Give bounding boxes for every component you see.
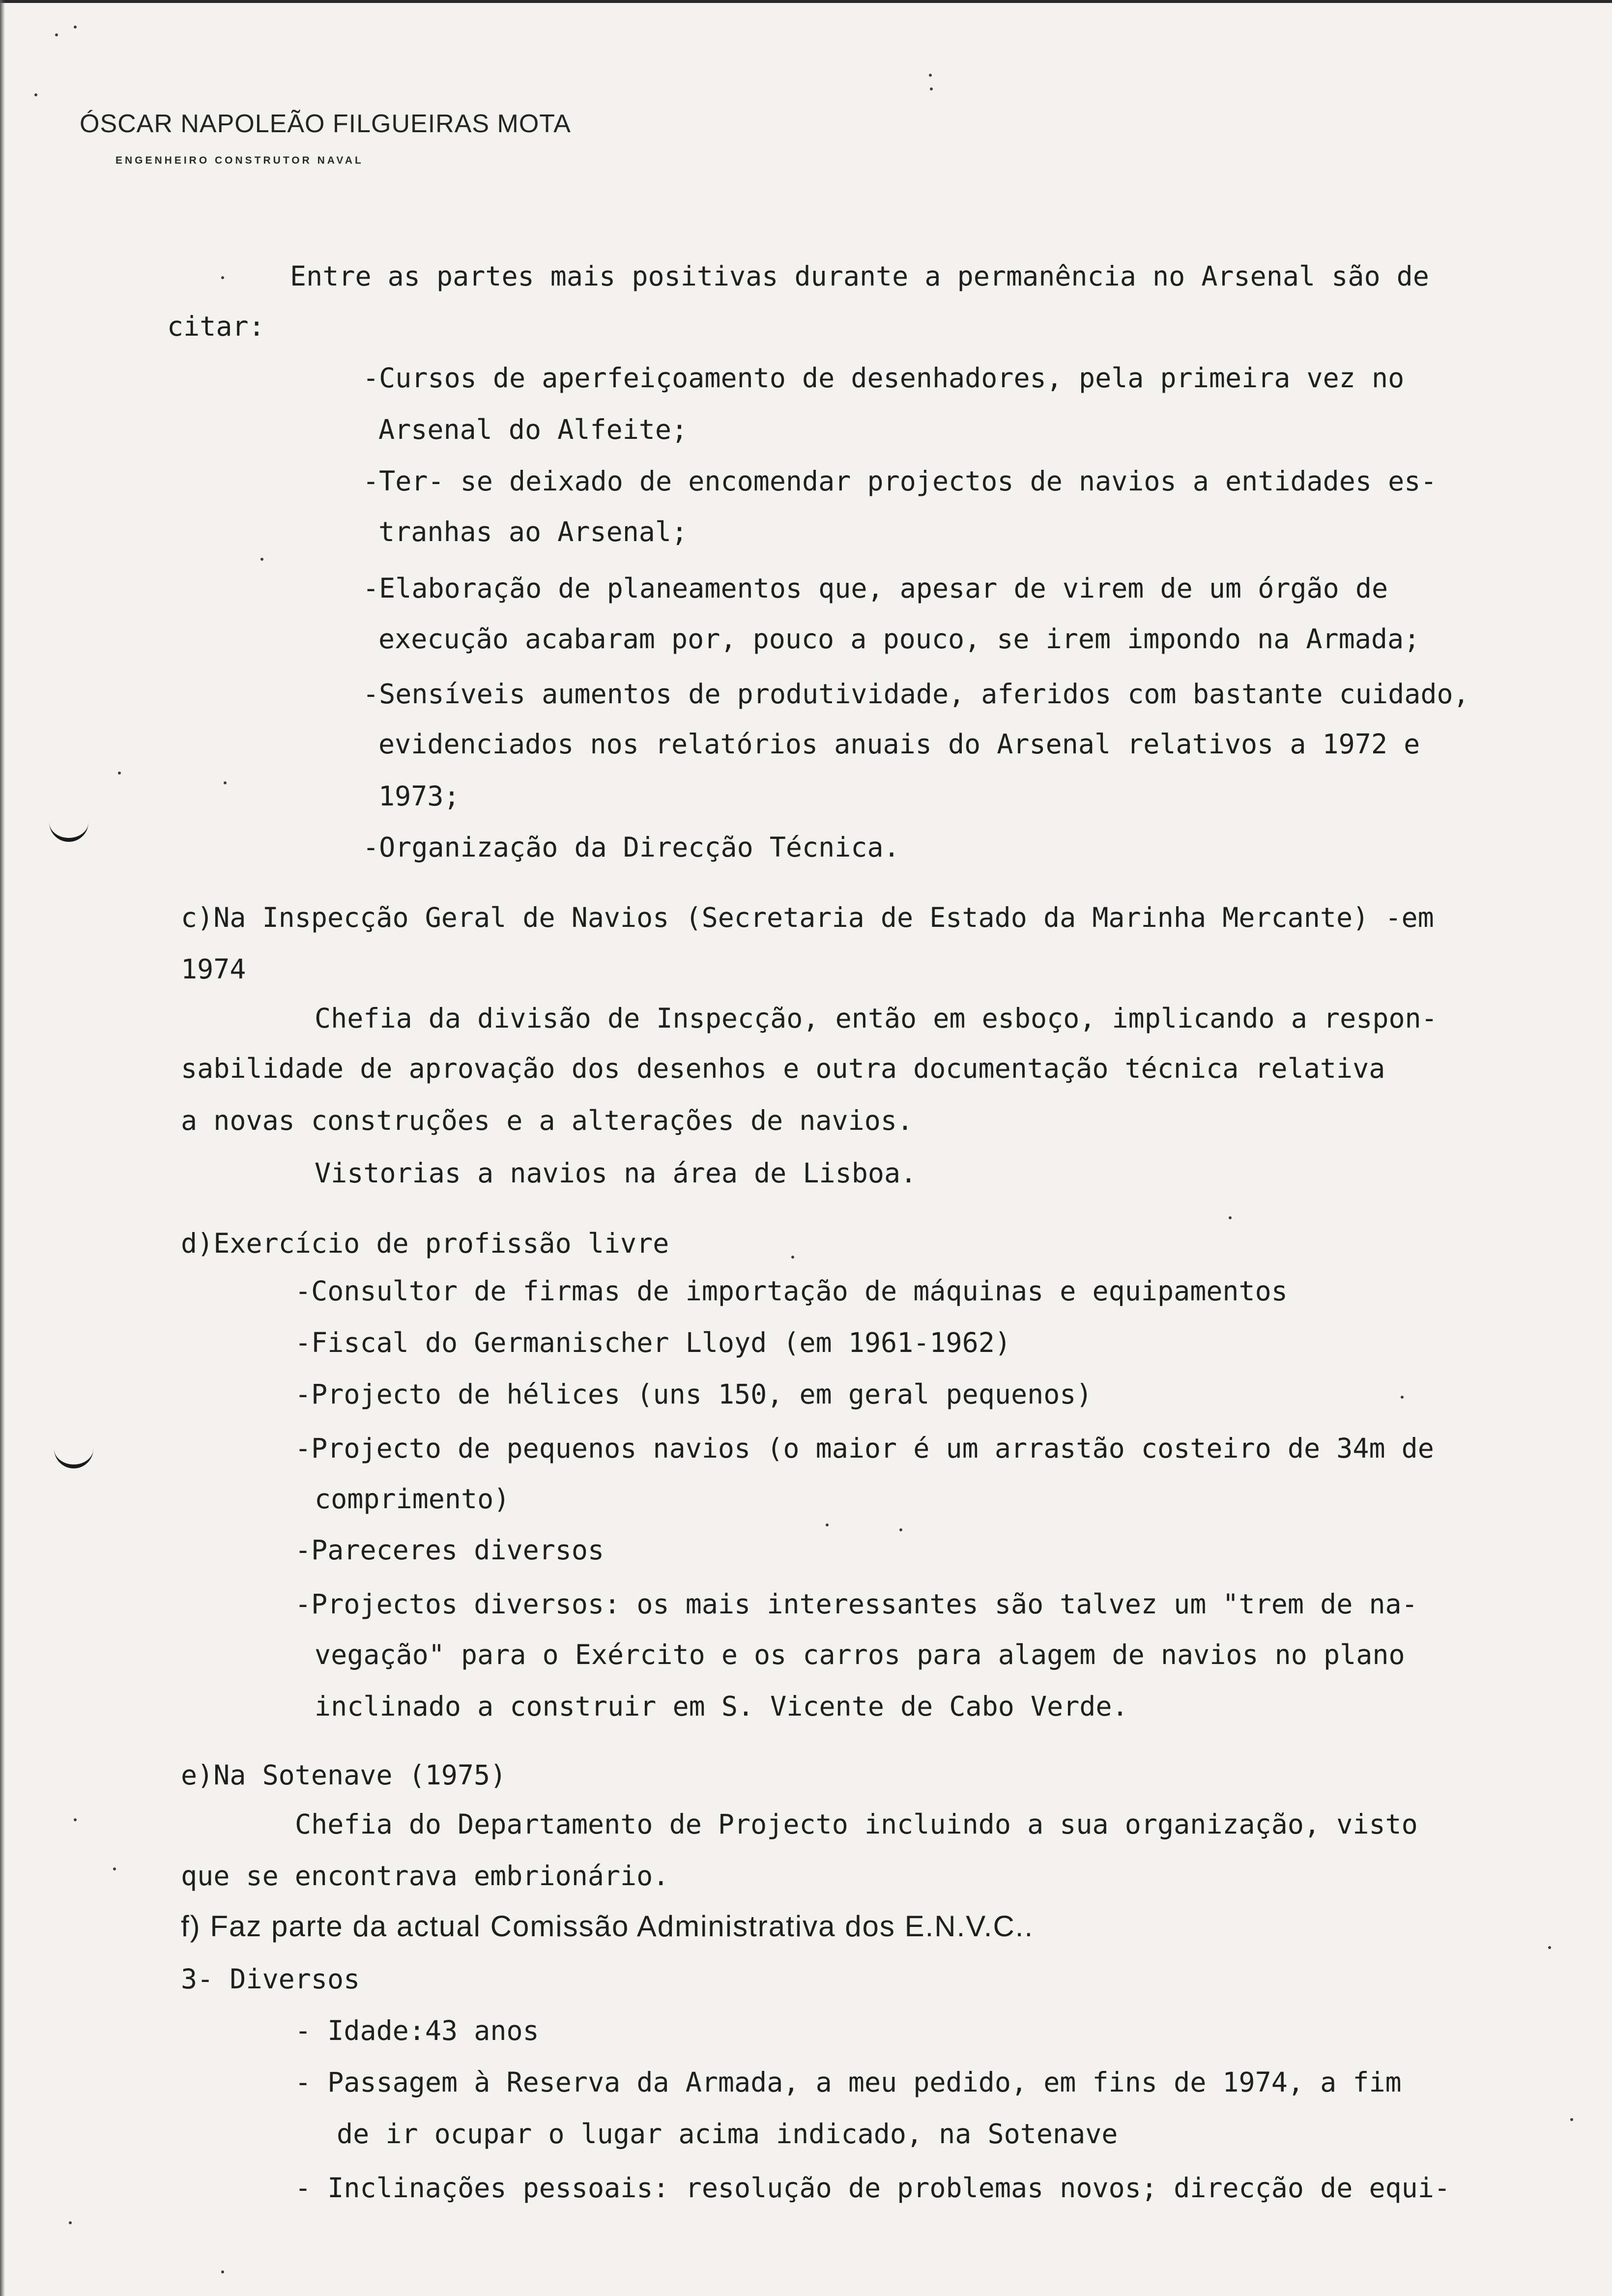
scan-speck <box>929 74 932 77</box>
text-line: -Projecto de pequenos navios (o maior é um arrastão costeiro de 34m de <box>295 1433 1434 1464</box>
letterhead-name: ÓSCAR NAPOLEÃO FILGUEIRAS MOTA <box>80 110 571 138</box>
text-line: -Organização da Direcção Técnica. <box>363 832 900 863</box>
text-line: d)Exercício de profissão livre <box>181 1228 669 1259</box>
text-line: Vistorias a navios na área de Lisboa. <box>315 1157 917 1189</box>
text-line: -Cursos de aperfeiçoamento de desenhadores, pela primeira vez no <box>363 362 1405 394</box>
text-line: 3- Diversos <box>181 1963 360 1995</box>
scan-left-edge <box>0 0 5 2296</box>
text-line: f) Faz parte da actual Comissão Administrativa dos E.N.V.C.. <box>181 1910 1034 1943</box>
scan-speck <box>34 93 37 96</box>
text-line: -Projecto de hélices (uns 150, em geral pequenos) <box>295 1378 1093 1410</box>
scan-speck <box>1570 2118 1573 2121</box>
text-line: 1973; <box>378 780 460 812</box>
text-line: sabilidade de aprovação dos desenhos e outra documentação técnica relativa <box>181 1053 1385 1084</box>
scan-speck <box>930 87 933 90</box>
letterhead-title: ENGENHEIRO CONSTRUTOR NAVAL <box>115 155 364 166</box>
text-line: -Fiscal do Germanischer Lloyd (em 1961-1962) <box>295 1327 1011 1358</box>
text-line: evidenciados nos relatórios anuais do Arsenal relativos a 1972 e <box>378 728 1420 760</box>
scan-speck <box>74 26 77 29</box>
text-line: de ir ocupar o lugar acima indicado, na Sotenave <box>337 2118 1118 2150</box>
text-line: tranhas ao Arsenal; <box>378 516 688 547</box>
scan-speck <box>118 772 121 775</box>
text-line: - Idade:43 anos <box>295 2015 539 2046</box>
scan-speck <box>221 2270 224 2273</box>
text-line: Chefia do Departamento de Projecto incluindo a sua organização, visto <box>295 1808 1418 1840</box>
scan-speck <box>260 558 263 561</box>
text-line: citar: <box>167 311 265 342</box>
scan-speck <box>1548 1946 1551 1949</box>
scan-speck <box>69 2221 72 2224</box>
text-line: a novas construções e a alterações de navios. <box>181 1105 914 1136</box>
text-line: Arsenal do Alfeite; <box>378 414 688 445</box>
text-line: comprimento) <box>315 1483 510 1515</box>
text-line: -Pareceres diversos <box>295 1534 604 1566</box>
scan-speck <box>1229 1216 1232 1219</box>
scan-speck <box>55 33 58 36</box>
scan-speck <box>224 781 227 784</box>
binder-hole-mark <box>49 818 88 842</box>
text-line: c)Na Inspecção Geral de Navios (Secretaria de Estado da Marinha Mercante) -em <box>181 902 1434 933</box>
binder-hole-mark <box>54 1445 93 1468</box>
text-line: execução acabaram por, pouco a pouco, se irem impondo na Armada; <box>378 623 1420 655</box>
text-line: 1974 <box>181 953 246 985</box>
scan-speck <box>899 1528 902 1531</box>
text-line: Chefia da divisão de Inspecção, então em esboço, implicando a respon- <box>315 1003 1438 1034</box>
text-line: inclinado a construir em S. Vicente de Cabo Verde. <box>315 1691 1128 1722</box>
scan-speck <box>791 1256 794 1259</box>
text-line: - Inclinações pessoais: resolução de problemas novos; direcção de equi- <box>295 2172 1451 2204</box>
scan-speck <box>826 1523 829 1526</box>
scan-speck <box>113 1867 116 1870</box>
text-line: que se encontrava embrionário. <box>181 1860 669 1892</box>
text-line: -Consultor de firmas de importação de máquinas e equipamentos <box>295 1275 1288 1307</box>
top-edge-rule <box>0 0 1612 3</box>
scan-speck <box>74 1818 77 1821</box>
text-line: - Passagem à Reserva da Armada, a meu pedido, em fins de 1974, a fim <box>295 2066 1402 2098</box>
text-line: Entre as partes mais positivas durante a permanência no Arsenal são de <box>290 260 1429 292</box>
text-line: -Elaboração de planeamentos que, apesar de virem de um órgão de <box>363 573 1388 604</box>
scan-speck <box>1401 1396 1404 1399</box>
text-line: vegação" para o Exército e os carros para alagem de navios no plano <box>315 1639 1405 1670</box>
text-line: -Ter- se deixado de encomendar projectos de navios a entidades es- <box>363 465 1437 497</box>
text-line: -Projectos diversos: os mais interessantes são talvez um "trem de na- <box>295 1588 1418 1620</box>
text-line: -Sensíveis aumentos de produtividade, aferidos com bastante cuidado, <box>363 678 1469 710</box>
text-line: e)Na Sotenave (1975) <box>181 1759 507 1791</box>
scan-speck <box>221 276 224 279</box>
